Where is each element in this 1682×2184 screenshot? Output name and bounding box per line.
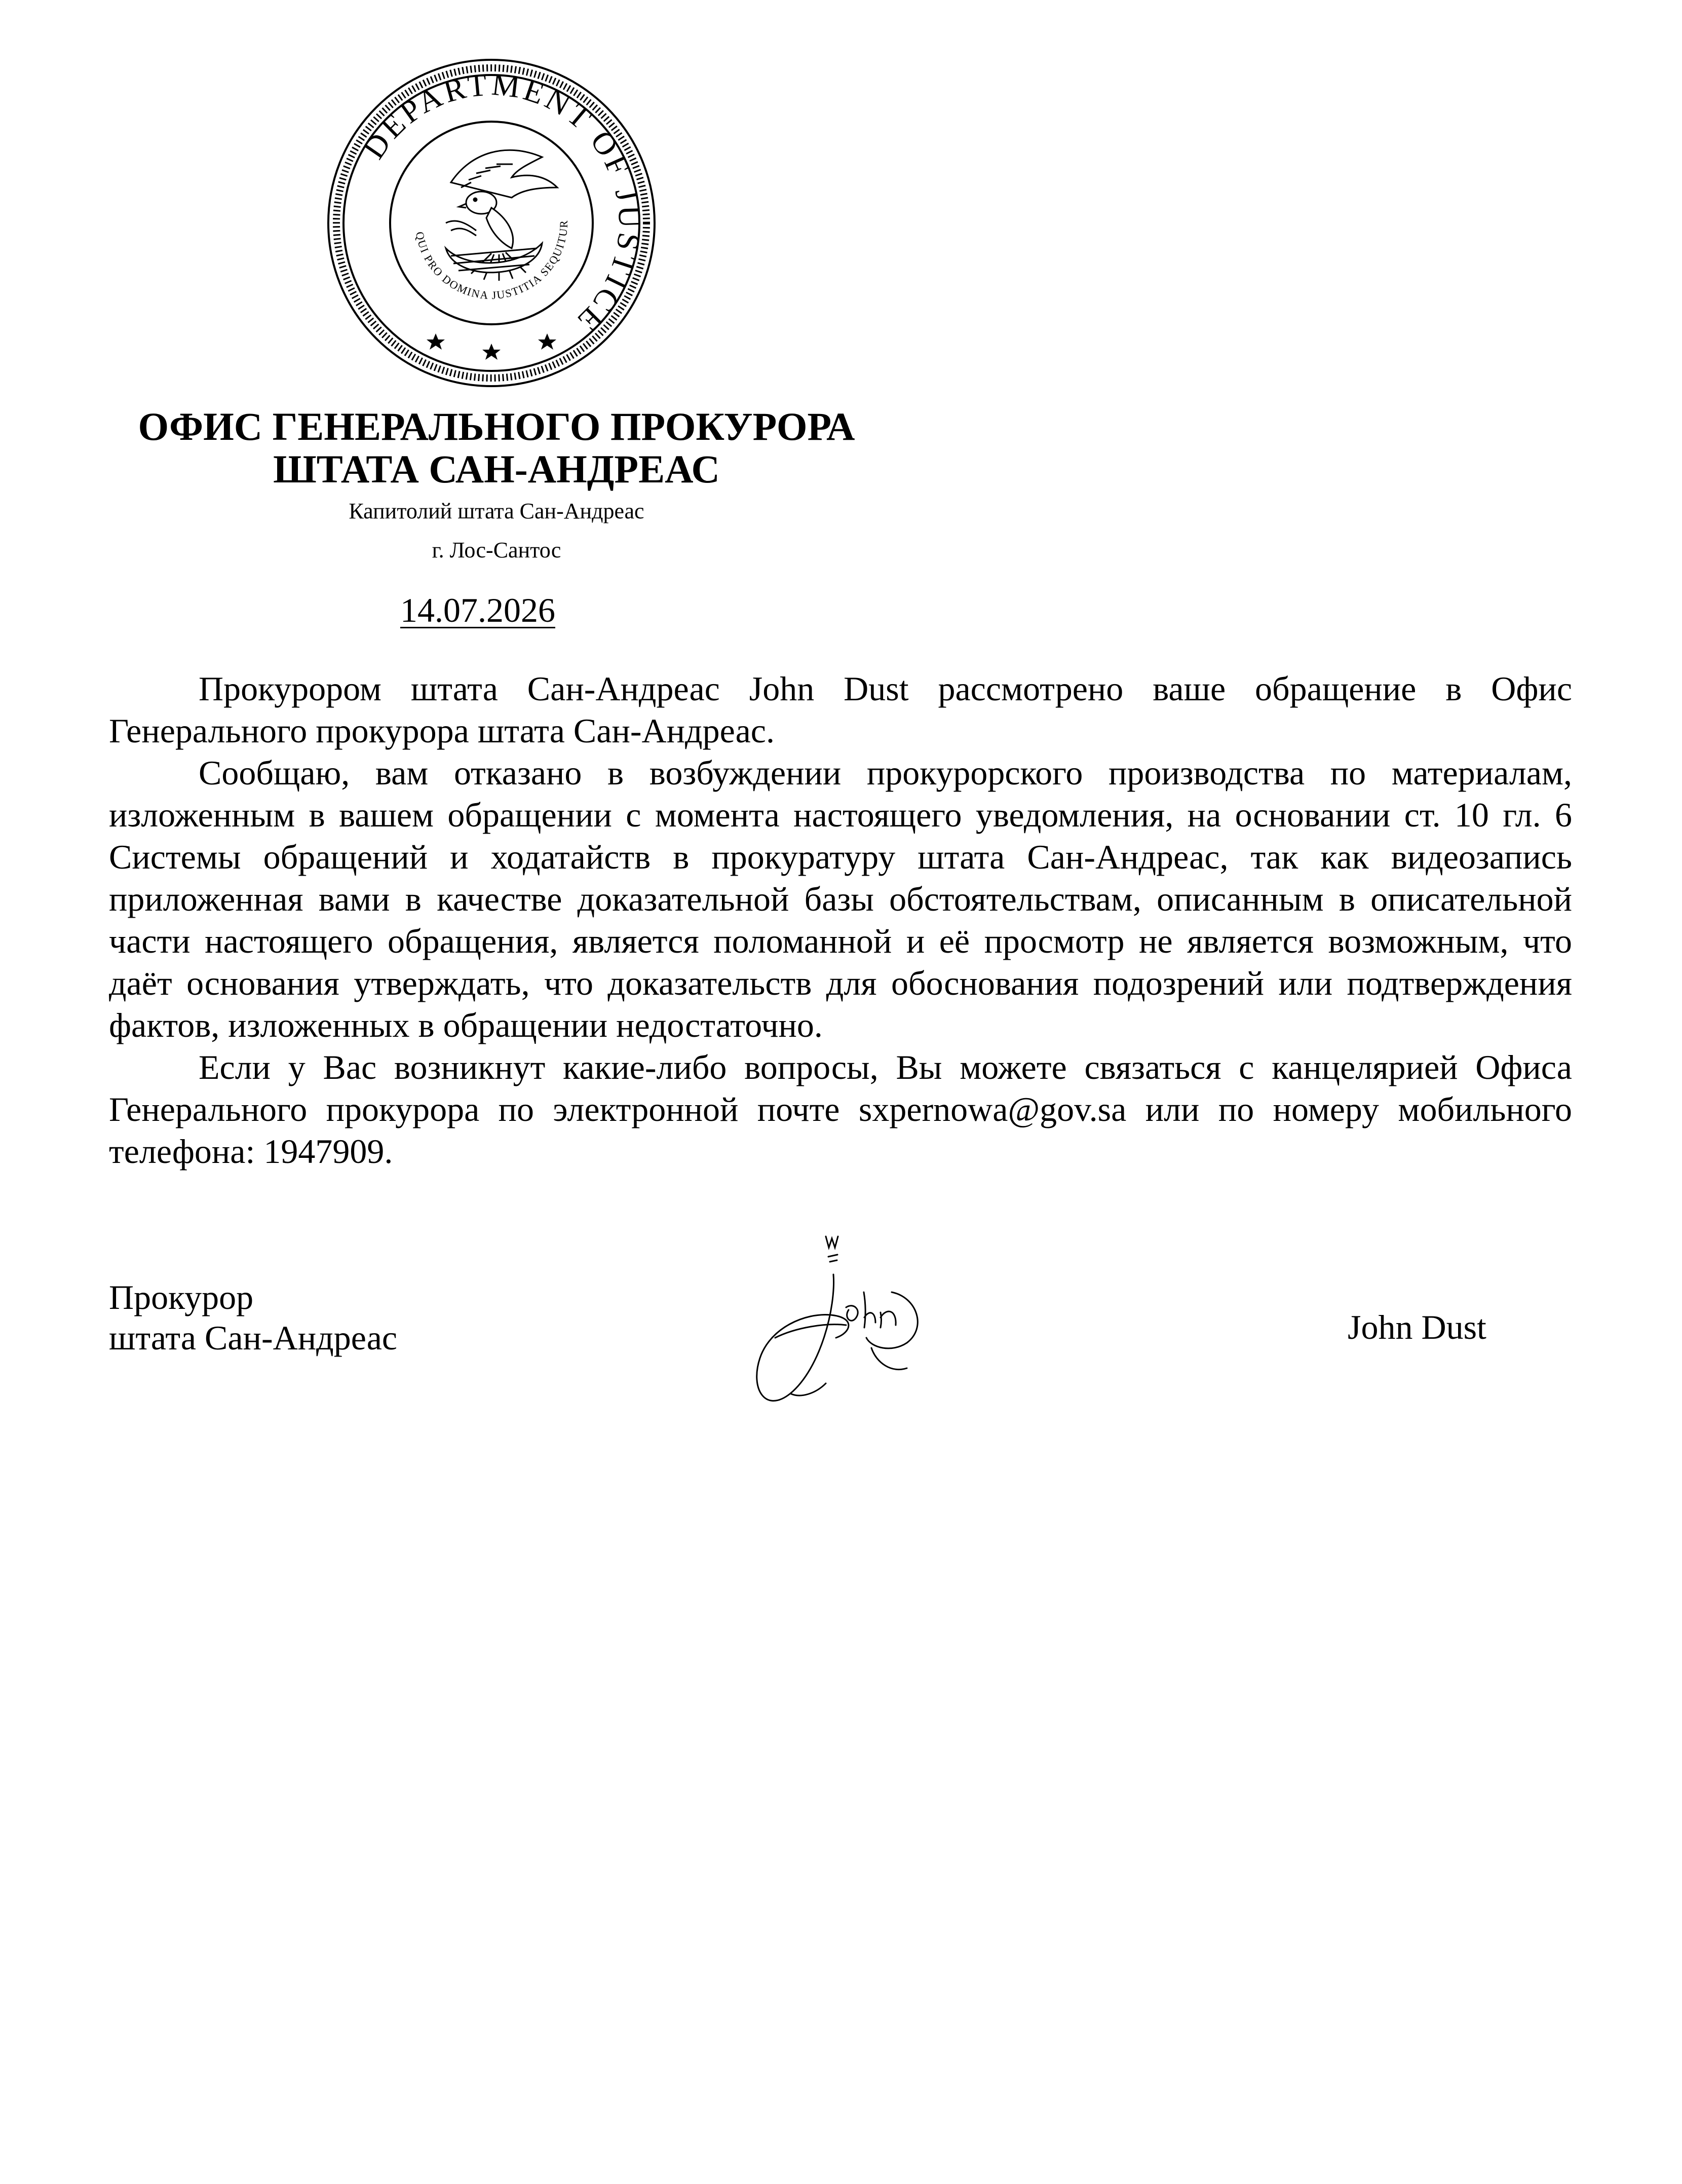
department-of-justice-seal bbox=[324, 56, 659, 390]
seal-ring-text: DEPARTMENT OF JUSTICE bbox=[356, 67, 647, 341]
signer-name: John Dust bbox=[1348, 1308, 1486, 1346]
letter-body bbox=[109, 668, 1572, 1173]
office-title-line2: ШТАТА САН-АНДРЕАС bbox=[273, 447, 720, 491]
signer-title bbox=[109, 1277, 397, 1358]
office-address-line2: г. Лос-Сантос bbox=[432, 538, 561, 562]
body-paragraph-3: Если у Вас возникнут какие-либо вопросы, Вы можете связаться с канцелярией Офиса Генерального прокурора по электронной почте sxpernowa@gov.sa или по номеру мобильного телефона: 1947909. bbox=[109, 1048, 1572, 1171]
signer-title-line1: Прокурор bbox=[109, 1278, 254, 1316]
office-address-line1: Капитолий штата Сан-Андреас bbox=[349, 499, 644, 523]
stars-icon bbox=[427, 333, 556, 360]
document-date: 14.07.2026 bbox=[400, 591, 555, 629]
body-paragraph-1: Прокурором штата Сан-Андреас John Dust рассмотрено ваше обращение в Офис Генерального прокурора штата Сан-Андреас. bbox=[109, 669, 1572, 750]
office-title-line1: ОФИС ГЕНЕРАЛЬНОГО ПРОКУРОРА bbox=[138, 404, 855, 448]
seal-motto-text: QUI PRO DOMINA JUSTITIA SEQUITUR bbox=[413, 219, 570, 302]
handwritten-signature bbox=[745, 1226, 937, 1429]
eagle-icon bbox=[446, 150, 557, 281]
body-paragraph-2: Сообщаю, вам отказано в возбуждении прокурорского производства по материалам, изложенным в вашем обращении с момента настоящего уведомления, на основании ст. 10 гл. 6 Системы обращений и ходатайств в прокуратуру штата Сан-Андреас, так как видеозапись приложенная вами в качестве доказательной базы обстоятельствам, описанным в описательной части настоящего обращения, является поломанной и её просмотр не является возможным, что даёт основания утверждать, что доказательств для обоснования подозрений или подтверждения фактов, изложенных в обращении недостаточно. bbox=[109, 754, 1572, 1044]
signer-title-line2: штата Сан-Андреас bbox=[109, 1319, 398, 1357]
